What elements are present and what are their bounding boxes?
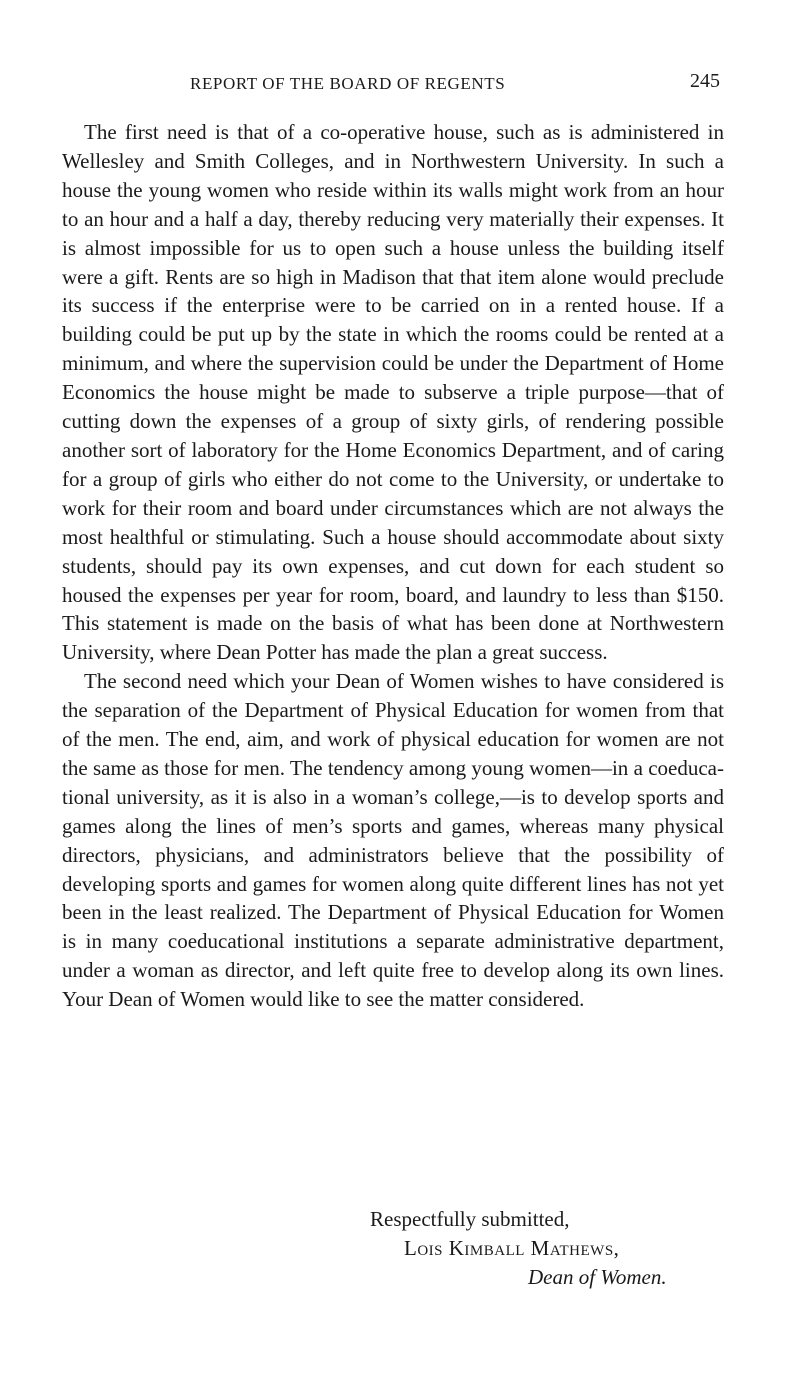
paragraph-cooperative-house: The first need is that of a co-operative house, such as is administered in Wellesley and Smith Colleges, and in Northwestern University. In such a house the young women who reside within its walls might work from an hour to an hour and a half a day, thereby reducing very materially their expenses. It is almost impossible for us to open such a house unless the building itself were a gift. Rents are so high in Madison that that item alone would preclude its success if the enterprise were to be carried on in a rented house. If a building could be put up by the state in which the rooms could be rented at a minimum, and where the supervision could be under the Department of Home Economics the house might be made to subserve a triple purpose—that of cutting down the expenses of a group of sixty girls, of rendering possible another sort of laboratory for the Home Economics Department, and of caring for a group of girls who either do not come to the University, or undertake to work for their room and board under circumstances which are not always the most healthful or stimulating. Such a house should accommodate about sixty students, should pay its own expenses, and cut down for each student so housed the expenses per year for room, board, and laundry to less than $150. This statement is made on the basis of what has been done at Northwestern University, where Dean Potter has made the plan a great success. [62,120,724,665]
signatory-name: Lois Kimball Mathews, [404,1236,620,1260]
complimentary-close: Respectfully submitted, [370,1207,570,1231]
paragraph-physical-education: The second need which your Dean of Women wishes to have considered is the separation of the Department of Physical Education for women from that of the men. The end, aim, and work of physical education for women are not the same as those for men. The tendency among young women—in a coeducational university, as it is also in a woman’s college,—is to develop sports and games along the lines of men’s sports and games, whereas many physical directors, physicians, and administrators believe that the possibility of developing sports and games for women along quite different lines has not yet been in the least realized. The Department of Physical Education for Women is in many coeducational institutions a separate administrative department, under a woman as director, and left quite free to develop along its own lines. Your Dean of Women would like to see the matter considered. [62,669,724,1012]
page-header [60,70,720,100]
report-body [62,118,724,1014]
running-head: REPORT OF THE BOARD OF REGENTS [190,74,506,93]
signatory-title: Dean of Women. [528,1265,667,1289]
page-number: 245 [690,70,720,92]
